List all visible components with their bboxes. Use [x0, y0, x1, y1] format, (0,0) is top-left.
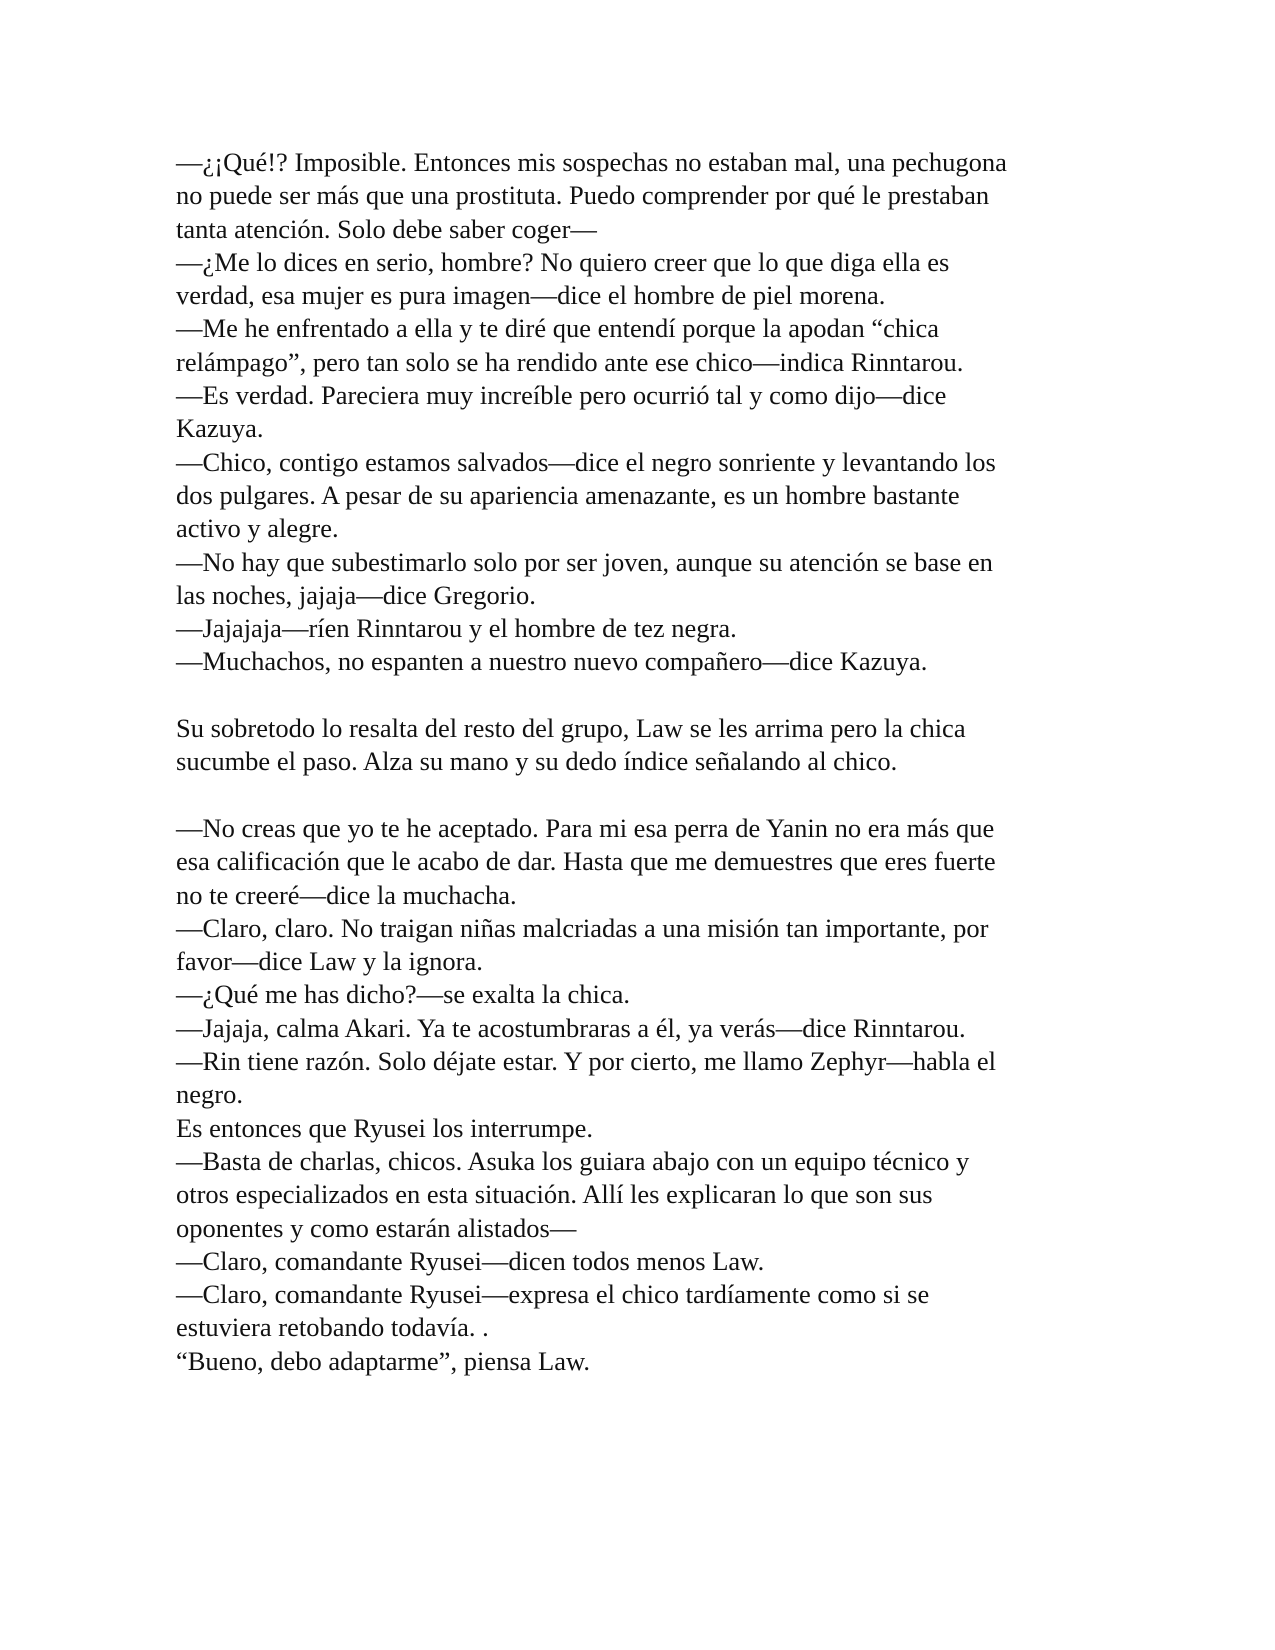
thought-line: “Bueno, debo adaptarme”, piensa Law.: [176, 1345, 591, 1376]
dialogue-line: —No hay que subestimarlo solo por ser joven, aunque su atención se base en las noches, jajaja—dice Gregorio.: [176, 546, 993, 610]
dialogue-line: —Claro, claro. No traigan niñas malcriadas a una misión tan importante, por favor—dice Law y la ignora.: [176, 912, 989, 977]
dialogue-line: —Claro, comandante Ryusei—dicen todos menos Law.: [176, 1245, 765, 1276]
body-text: [176, 146, 1096, 1378]
dialogue-line: —¿Qué me has dicho?—se exalta la chica.: [176, 979, 630, 1010]
dialogue-line: —Es verdad. Pareciera muy increíble pero ocurrió tal y como dijo—dice Kazuya.: [176, 380, 947, 444]
paragraph-gap: [176, 679, 1096, 712]
dialogue-line: —Rin tiene razón. Solo déjate estar. Y por cierto, me llamo Zephyr—habla el negro.: [176, 1046, 997, 1110]
paragraph-gap: [176, 779, 1096, 812]
dialogue-line: —Basta de charlas, chicos. Asuka los guiara abajo con un equipo técnico y otros especializados en esta situación. Allí les explicaran lo que son sus oponentes y como estarán alistados—: [176, 1145, 970, 1243]
dialogue-line: —¿Me lo dices en serio, hombre? No quiero creer que lo que diga ella es verdad, esa mujer es pura imagen—dice el hombre de piel morena.: [176, 246, 950, 311]
dialogue-line: —¿¡Qué!? Imposible. Entonces mis sospechas no estaban mal, una pechugona no puede ser más que una prostituta. Puedo comprender por qué le prestaban tanta atención. Solo debe saber coger—: [176, 147, 1007, 244]
dialogue-line: —Claro, comandante Ryusei—expresa el chico tardíamente como si se estuviera retobando todavía. .: [176, 1279, 930, 1343]
dialogue-line: —No creas que yo te he aceptado. Para mi esa perra de Yanin no era más que esa calificación que le acabo de dar. Hasta que me demuestres que eres fuerte no te creeré—dice la muchacha.: [176, 812, 996, 910]
dialogue-line: —Me he enfrentado a ella y te diré que entendí porque la apodan “chica relámpago”, pero tan solo se ha rendido ante ese chico—indica Rinntarou.: [176, 313, 964, 377]
dialogue-line: —Chico, contigo estamos salvados—dice el negro sonriente y levantando los dos pulgares. A pesar de su apariencia amenazante, es un hombre bastante activo y alegre.: [176, 446, 996, 544]
dialogue-line: —Muchachos, no espanten a nuestro nuevo compañero—dice Kazuya.: [176, 646, 928, 677]
narrative-line: Es entonces que Ryusei los interrumpe.: [176, 1112, 593, 1143]
narrative-paragraph: Su sobretodo lo resalta del resto del grupo, Law se les arrima pero la chica sucumbe el paso. Alza su mano y su dedo índice señalando al chico.: [176, 713, 966, 777]
dialogue-line: —Jajaja, calma Akari. Ya te acostumbraras a él, ya verás—dice Rinntarou.: [176, 1012, 966, 1043]
dialogue-line: —Jajajaja—ríen Rinntarou y el hombre de tez negra.: [176, 613, 737, 644]
